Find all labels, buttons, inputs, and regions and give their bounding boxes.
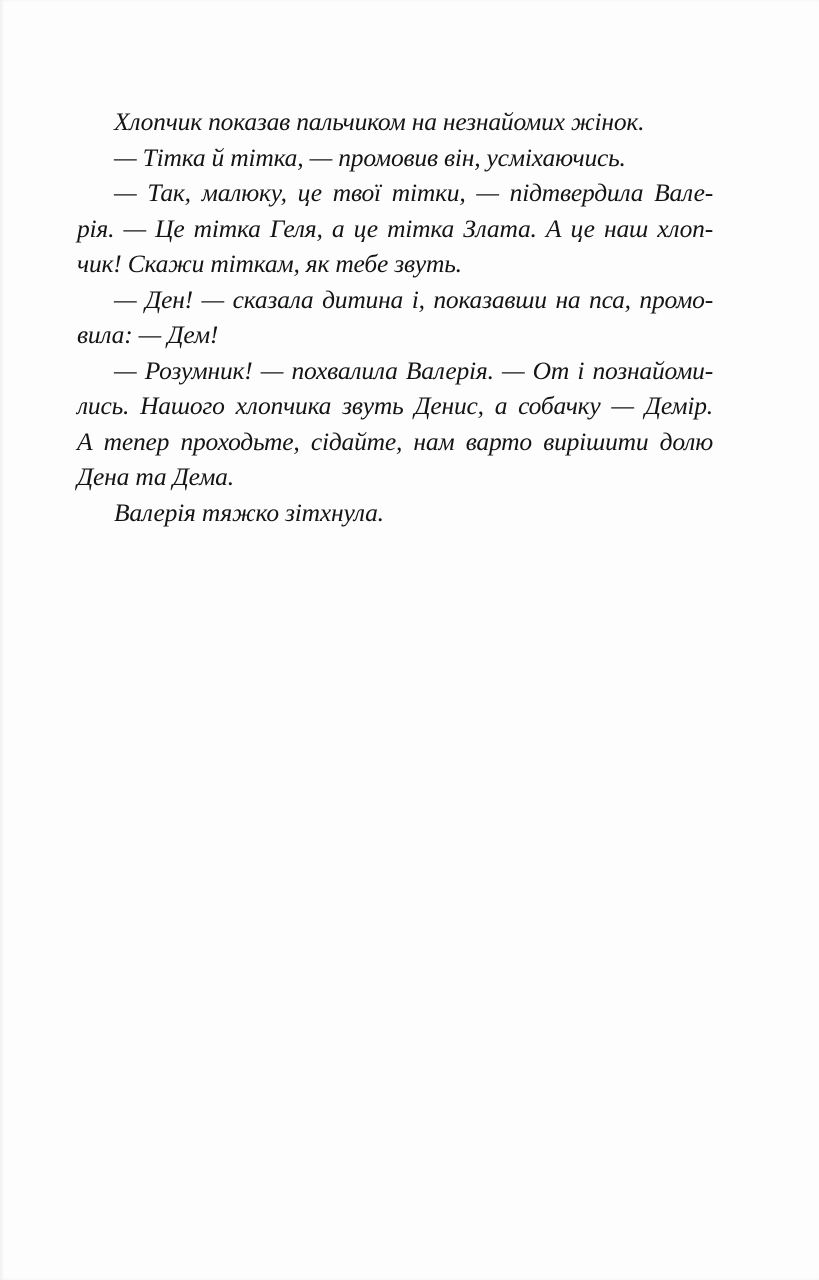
text-line: Валерія тяжко зітхнула. bbox=[114, 497, 384, 527]
text-line: лись. Нашого хлопчика звуть Денис, а собачку — Демір. bbox=[77, 391, 713, 420]
text-line: А тепер проходьте, сідайте, нам варто вирішити долю bbox=[77, 426, 713, 456]
text-line: — Розумник! — похвалила Валерія. — От і познайоми- bbox=[114, 355, 713, 385]
text-line: Дена та Дема. bbox=[77, 462, 234, 491]
text-line: — Так, малюку, це твої тітки, — підтвердила Вале- bbox=[114, 178, 713, 207]
text-line: чик! Скажи тіткам, як тебе звуть. bbox=[77, 249, 462, 278]
page-body-text bbox=[77, 104, 713, 530]
text-line: вила: — Дем! bbox=[77, 320, 219, 349]
text-line: — Ден! — сказала дитина і, показавши на пса, промо- bbox=[114, 284, 713, 314]
text-line: Хлопчик показав пальчиком на незнайомих жінок. bbox=[114, 107, 645, 136]
text-line: — Тітка й тітка, — промовив він, усміхаючись. bbox=[114, 142, 626, 172]
text-line: рія. — Це тітка Геля, а це тітка Злата. А це наш хлоп- bbox=[77, 213, 713, 243]
